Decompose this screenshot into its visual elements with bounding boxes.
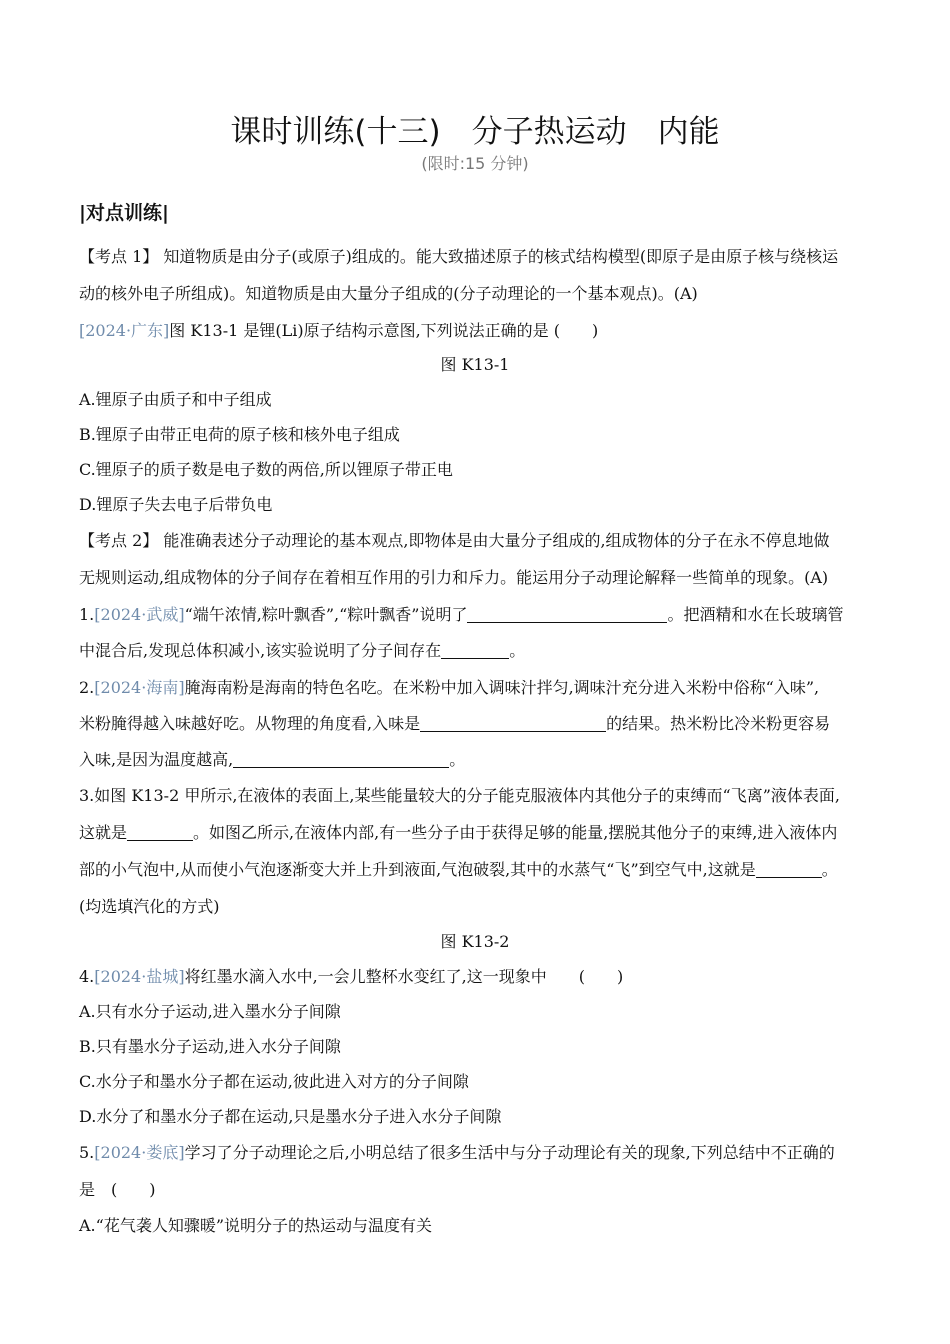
question-text: 。如图乙所示,在液体内部,有一些分子由于获得足够的能量,摆脱其他分子的束缚,进入液体内	[193, 823, 838, 842]
option-d: D.水分了和墨水分子都在运动,只是墨水分子进入水分子间隙	[79, 1107, 502, 1126]
question-2-line-1	[79, 677, 819, 699]
question-text: 图 K13-1 是锂(Li)原子结构示意图,下列说法正确的是 ( )	[169, 321, 599, 340]
knowledge-point-1-line-2: 动的核外电子所组成)。知道物质是由大量分子组成的(分子动理论的一个基本观点)。(A)	[79, 284, 698, 303]
figure-caption-k13-1: 图 K13-1	[440, 355, 510, 374]
answer-blank[interactable]	[127, 824, 193, 841]
question-source: [2024·娄底]	[94, 1143, 185, 1162]
question-text: 米粉腌得越入味越好吃。从物理的角度看,入味是	[79, 714, 421, 733]
question-source: [2024·广东]	[79, 321, 170, 340]
option-d: D.锂原子失去电子后带负电	[79, 495, 273, 514]
question-text: 。	[449, 750, 466, 769]
knowledge-point-2-line-1: 【考点 2】 能准确表述分子动理论的基本观点,即物体是由大量分子组成的,组成物体的分子在永不停息地做	[79, 531, 830, 550]
question-3-line-3	[79, 859, 838, 881]
figure-caption-k13-2: 图 K13-2	[440, 932, 510, 951]
option-a: A.锂原子由质子和中子组成	[79, 390, 272, 409]
question-text: 的结果。热米粉比冷米粉更容易	[606, 714, 831, 733]
question-text: 入味,是因为温度越高,	[79, 750, 234, 769]
answer-blank[interactable]	[441, 642, 509, 659]
option-b: B.只有墨水分子运动,进入水分子间隙	[79, 1037, 341, 1056]
question-text: “端午浓情,粽叶飘香”,“粽叶飘香”说明了	[184, 605, 468, 624]
knowledge-point-1-line-1: 【考点 1】 知道物质是由分子(或原子)组成的。能大致描述原子的核式结构模型(即原子是由原子核与绕核运	[79, 247, 839, 266]
time-limit: (限时:15 分钟)	[421, 154, 529, 173]
question-text: 。把酒精和水在长玻璃管	[667, 605, 844, 624]
question-2-line-2	[79, 713, 830, 735]
question-2-line-3	[79, 749, 465, 771]
question-number: 1.	[79, 605, 95, 624]
section-heading: |对点训练|	[79, 202, 169, 224]
question-5-line-1	[79, 1142, 835, 1164]
question-source: [2024·武威]	[94, 605, 185, 624]
answer-blank[interactable]	[420, 715, 606, 732]
question-text: 学习了分子动理论之后,小明总结了很多生活中与分子动理论有关的现象,下列总结中不正确的	[184, 1143, 835, 1162]
question-1-line-1	[79, 604, 843, 626]
page-title: 课时训练(十三) 分子热运动 内能	[230, 114, 720, 150]
question-text: 将红墨水滴入水中,一会儿整杯水变红了,这一现象中 ( )	[184, 967, 624, 986]
question-number: 2.	[79, 678, 95, 697]
question-number: 5.	[79, 1143, 95, 1162]
option-b: B.锂原子由带正电荷的原子核和核外电子组成	[79, 425, 400, 444]
knowledge-point-2-line-2: 无规则运动,组成物体的分子间存在着相互作用的引力和斥力。能运用分子动理论解释一些简单的现象。(A)	[79, 568, 829, 587]
question-1-line-2	[79, 640, 525, 662]
question-4-stem	[79, 966, 623, 988]
question-number: 4.	[79, 967, 95, 986]
option-a: A.只有水分子运动,进入墨水分子间隙	[79, 1002, 341, 1021]
question-text: 部的小气泡中,从而使小气泡逐渐变大并上升到液面,气泡破裂,其中的水蒸气“飞”到空气中,这就是	[79, 860, 756, 879]
answer-blank[interactable]	[233, 751, 449, 768]
question-3-line-1: 3.如图 K13-2 甲所示,在液体的表面上,某些能量较大的分子能克服液体内其他分子的束缚而“飞离”液体表面,	[79, 786, 840, 805]
option-c: C.水分子和墨水分子都在运动,彼此进入对方的分子间隙	[79, 1072, 469, 1091]
question-text: 。	[821, 860, 838, 879]
question-text: 。	[509, 641, 526, 660]
answer-blank[interactable]	[756, 861, 822, 878]
question-source: [2024·盐城]	[94, 967, 185, 986]
option-c: C.锂原子的质子数是电子数的两倍,所以锂原子带正电	[79, 460, 453, 479]
answer-blank[interactable]	[467, 606, 667, 623]
question-text: 中混合后,发现总体积减小,该实验说明了分子间存在	[79, 641, 442, 660]
question-text: 这就是	[79, 823, 128, 842]
question-text: 腌海南粉是海南的特色名吃。在米粉中加入调味汁拌匀,调味汁充分进入米粉中俗称“入味”,	[184, 678, 820, 697]
option-a: A.“花气袭人知骤暖”说明分子的热运动与温度有关	[79, 1216, 433, 1235]
question-5-line-2: 是 ( )	[79, 1180, 156, 1199]
question-3-line-2	[79, 822, 837, 844]
question-3-line-4: (均选填汽化的方式)	[79, 897, 220, 916]
question-0-stem	[79, 320, 598, 342]
question-source: [2024·海南]	[94, 678, 185, 697]
